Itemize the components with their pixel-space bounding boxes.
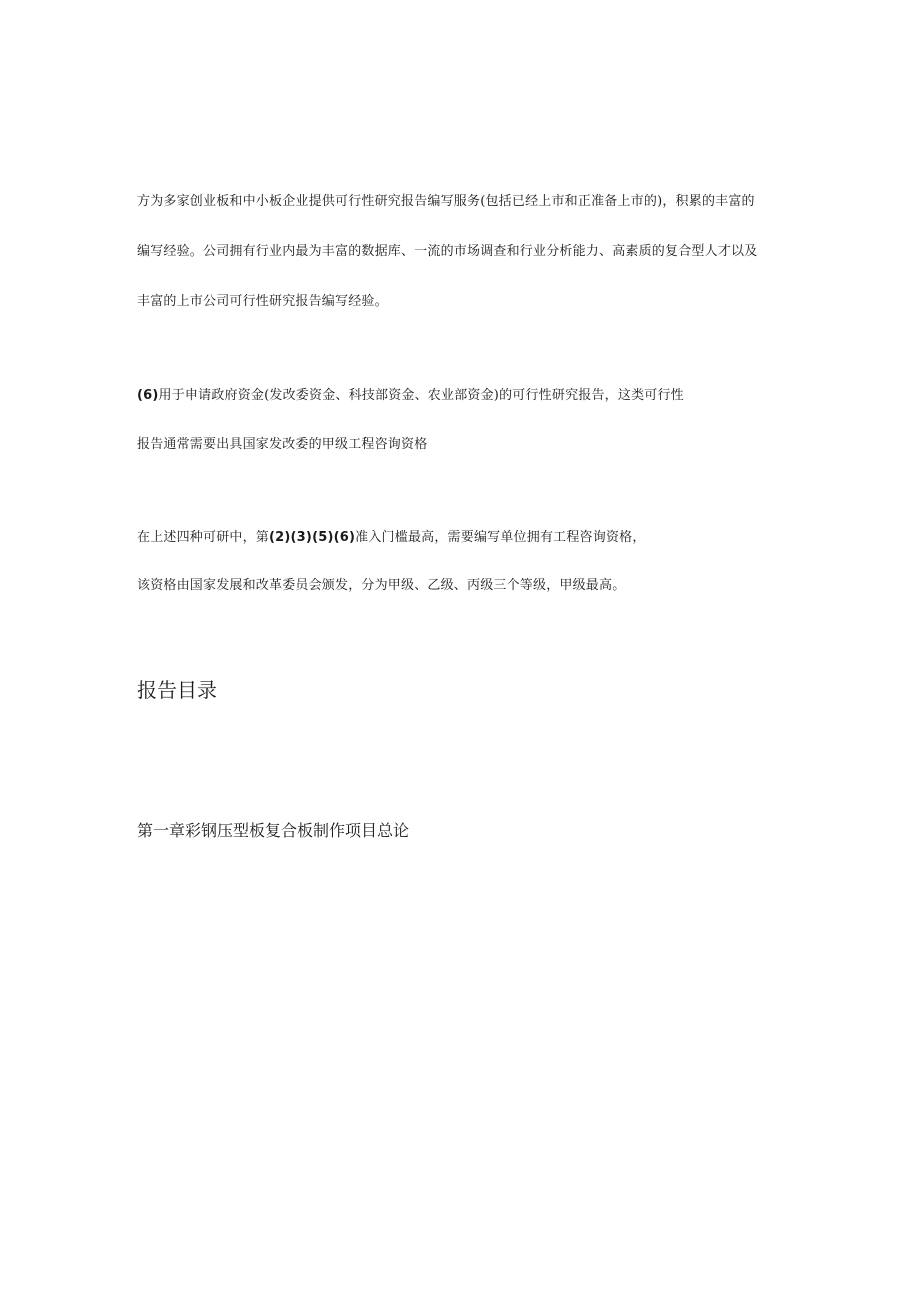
item-number: (6) [137, 388, 159, 403]
paragraph3-line1-post: 准入门槛最高，需要编写单位拥有工程咨询资格， [355, 530, 646, 545]
paragraph1-line3: 丰富的上市公司可行性研究报告编写经验。 [137, 294, 388, 309]
paragraph3-line1 [137, 529, 646, 547]
paragraph3-line1-pre: 在上述四种可研中，第 [137, 530, 270, 545]
paragraph1-line1: 方为多家创业板和中小板企业提供可行性研究报告编写服务(包括已经上市和正准备上市的)，积累的丰富的 [137, 194, 755, 209]
section-heading: 报告目录 [137, 678, 217, 702]
item-numbers: (2)(3)(5)(6) [269, 530, 356, 545]
paragraph2-line1-text: 用于申请政府资金(发改委资金、科技部资金、农业部资金)的可行性研究报告，这类可行性 [158, 388, 684, 403]
paragraph2-line1 [137, 387, 684, 405]
paragraph2-line2: 报告通常需要出具国家发改委的甲级工程咨询资格 [137, 437, 428, 452]
paragraph3-line2: 该资格由国家发展和改革委员会颁发，分为甲级、乙级、丙级三个等级，甲级最高。 [137, 578, 626, 593]
chapter-title: 第一章彩钢压型板复合板制作项目总论 [137, 821, 410, 840]
paragraph1-line2: 编写经验。公司拥有行业内最为丰富的数据库、一流的市场调查和行业分析能力、高素质的复合型人才以及 [137, 244, 758, 259]
